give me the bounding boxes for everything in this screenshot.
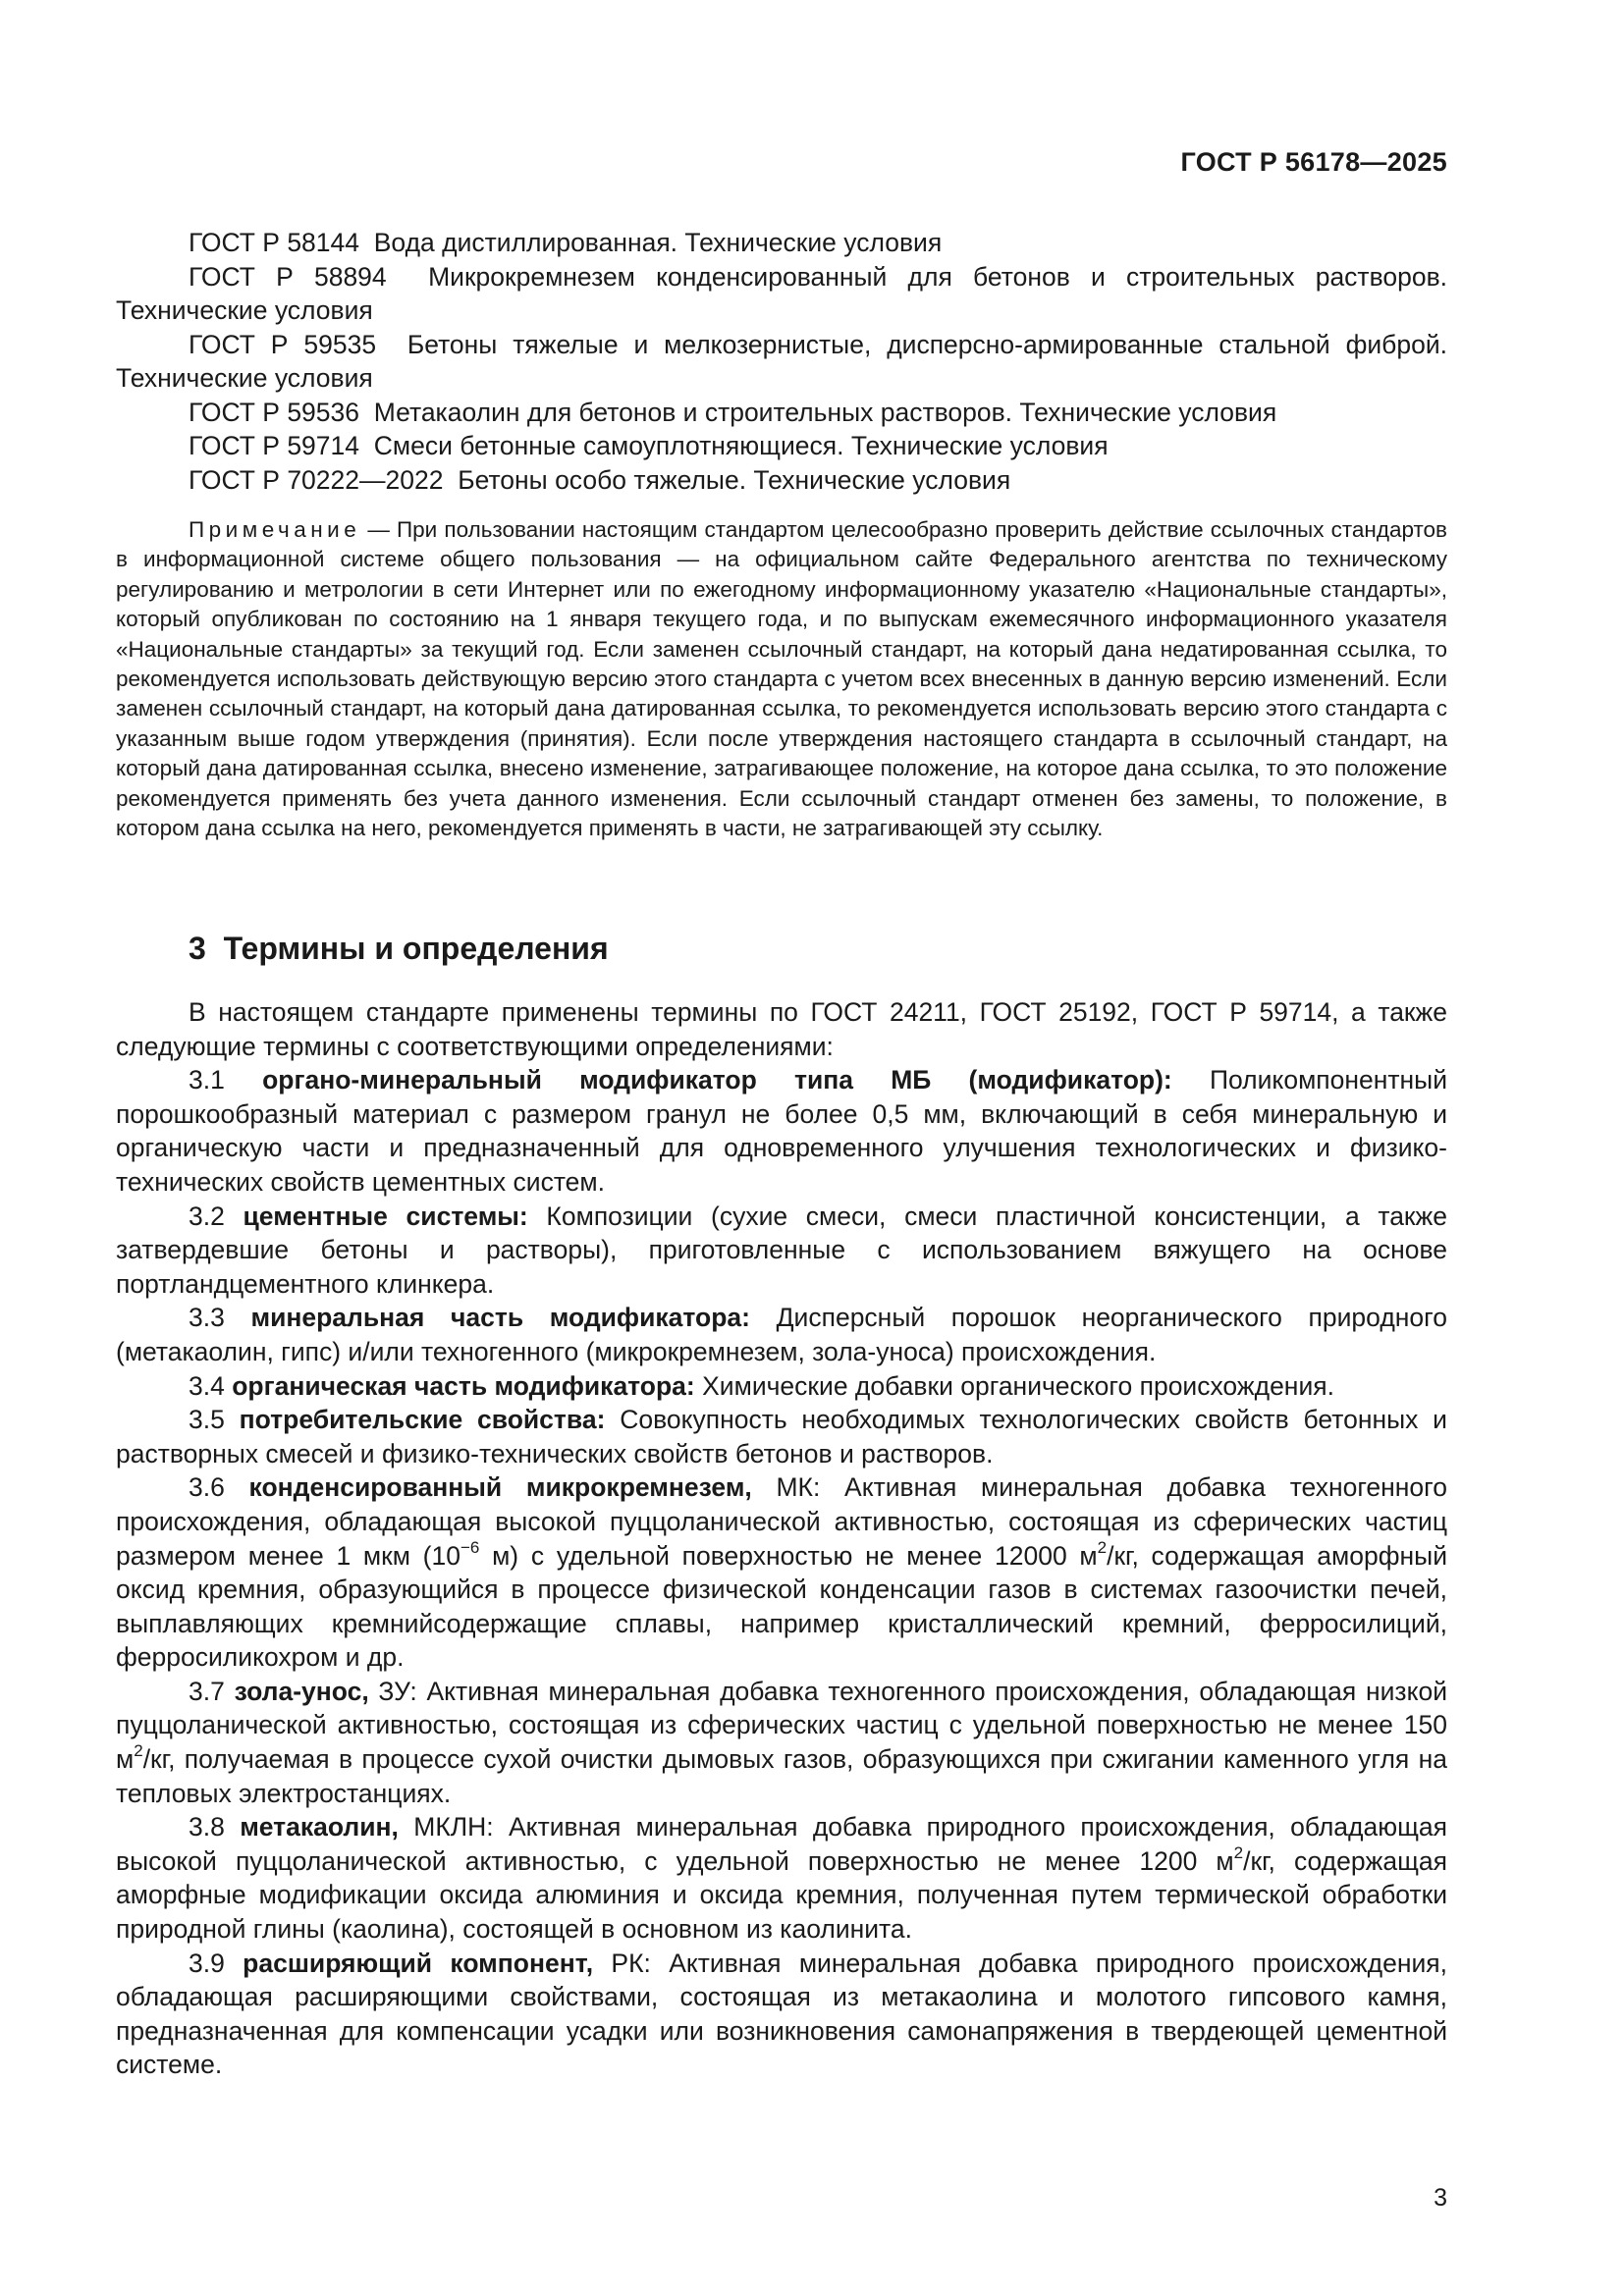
term-name: конденсированный микрокремнезем, [248, 1472, 752, 1503]
section-title: Термины и определения [223, 931, 609, 966]
term-number: 3.3 [189, 1303, 225, 1333]
term-number: 3.9 [189, 1948, 225, 1978]
term-entry [116, 1470, 1447, 1675]
reference-title: Вода дистиллированная. Технические условия [373, 228, 943, 257]
term-definition: Активная минеральная добавка техногенного происхождения, обладающая высокой пуццоланической активностью, состоящая из сферических частиц размером менее 1 мкм ($10^{-6}$ м) с удельной поверхностью не менее 12000 $м^2/кг$, содержащая аморфный оксид кремния, образующийся в процессе физической конденсации газов в системах газоочистки печей, выплавляющих кремнийсодержащие сплавы, например кристаллический кремний, ферросилиций, ферросиликохром и др. [116, 1472, 1447, 1673]
term-entry [116, 1200, 1447, 1302]
terms-list [116, 995, 1447, 2082]
page-number: 3 [1434, 2184, 1447, 2212]
reference-code: ГОСТ Р 59536 [189, 397, 360, 427]
note-text: При пользовании настоящим стандартом целесообразно проверить действие ссылочных стандартов в информационной системе общего пользования — на официальном сайте Федерального агентства по техническому регулированию и метрологии в сети Интернет или по ежегодному информационному указателю «Национальные стандарты», который опубликован по состоянию на 1 января текущего года, и по выпускам ежемесячного информационного указателя «Национальные стандарты» за текущий год. Если заменен ссылочный стандарт, на который дана недатированная ссылка, то рекомендуется использовать действующую версию этого стандарта с учетом всех внесенных в данную версию изменений. Если заменен ссылочный стандарт, на который дана датированная ссылка, то рекомендуется использовать версию этого стандарта с указанным выше годом утверждения (принятия). Если после утверждения настоящего стандарта в ссылочный стандарт, на который дана датированная ссылка, внесено изменение, затрагивающее положение, на которое дана ссылка, то это положение рекомендуется применять без учета данного изменения. Если ссылочный стандарт отменен без замены, то положение, в котором дана ссылка на него, рекомендуется применять в части, не затрагивающей эту ссылку. [116, 517, 1447, 841]
term-definition: Активная минеральная добавка природного происхождения, обладающая расширяющими свойствами, состоящая из метакаолина и молотого гипсового камня, предназначенная для компенсации усадки или возникновения самонапряжения в твердеющей цементной системе. [116, 1948, 1447, 2080]
note-label: Примечание [189, 517, 361, 542]
term-entry [116, 1947, 1447, 2082]
reference-item [116, 260, 1447, 328]
reference-title: Бетоны особо тяжелые. Технические условия [458, 464, 1011, 495]
term-entry [116, 1369, 1447, 1404]
term-name: минеральная часть модификатора: [250, 1303, 750, 1333]
reference-title: Метакаолин для бетонов и строительных растворов. Технические условия [373, 397, 1277, 427]
term-abbreviation: РК: [593, 1948, 651, 1978]
reference-code: ГОСТ Р 58144 [189, 228, 360, 257]
term-definition: Дисперсный порошок неорганического природного (метакаолин, гипс) и/или техногенного (микрокремнезем, зола-уноса) происхождения. [116, 1303, 1447, 1366]
term-definition: Активная минеральная добавка природного происхождения, обладающая высокой пуццоланической активностью, с удельной поверхностью не менее 1200 $м^2/кг$, содержащая аморфные модификации оксида алюминия и оксида кремния, полученная путем термической обработки природной глины (каолина), состоящей в основном из каолинита. [116, 1812, 1447, 1945]
reference-code: ГОСТ Р 58894 [189, 261, 387, 292]
term-number: 3.5 [189, 1405, 225, 1435]
reference-code: ГОСТ Р 59714 [189, 431, 360, 460]
term-name: органо-минеральный модификатор типа МБ (модификатор): [262, 1065, 1172, 1095]
term-definition: Поликомпонентный порошкообразный материал с размером гранул не более 0,5 мм, включающий в себя минеральную и органическую части и предназначенный для одновременного улучшения технологических и физико-технических свойств цементных систем. [116, 1065, 1448, 1197]
note-dash: — [360, 517, 397, 542]
note-block [116, 515, 1447, 843]
term-number: 3.2 [189, 1201, 225, 1231]
term-name: цементные системы: [243, 1201, 528, 1231]
reference-item [116, 396, 1447, 430]
reference-code: ГОСТ Р 70222—2022 [189, 464, 444, 495]
reference-item [116, 328, 1447, 396]
section-number: 3 [189, 931, 206, 966]
term-entry [116, 1675, 1447, 1810]
term-number: 3.6 [189, 1472, 225, 1503]
reference-title: Бетоны тяжелые и мелкозернистые, дисперсно-армированные стальной фиброй. Технические условия [116, 329, 1447, 393]
term-name: зола-унос, [234, 1676, 369, 1706]
term-abbreviation: ЗУ: [368, 1676, 417, 1706]
term-name: потребительские свойства: [239, 1405, 606, 1435]
term-abbreviation: МКЛН: [398, 1812, 494, 1842]
term-number: 3.4 [189, 1370, 225, 1401]
normative-references [116, 226, 1447, 497]
term-definition: Совокупность необходимых технологических свойств бетонных и растворных смесей и физико-технических свойств бетонов и растворов. [116, 1405, 1447, 1468]
term-definition: Активная минеральная добавка техногенного происхождения, обладающая низкой пуццоланической активностью, состоящая из сферических частиц с удельной поверхностью не менее 150 $м^2/кг$, получаемая в процессе сухой очистки дымовых газов, образующихся при сжигании каменного угля на тепловых электростанциях. [116, 1676, 1448, 1808]
term-definition: Композиции (сухие смеси, смеси пластичной консистенции, а также затвердевшие бетоны и растворы), приготовленные с использованием вяжущего на основе портландцементного клинкера. [116, 1201, 1447, 1299]
reference-item [116, 226, 1447, 260]
reference-item [116, 463, 1447, 498]
term-number: 3.8 [189, 1812, 225, 1842]
reference-title: Микрокремнезем конденсированный для бетонов и строительных растворов. Технические условия [116, 261, 1448, 325]
section-intro: В настоящем стандарте применены термины по ГОСТ 24211, ГОСТ 25192, ГОСТ Р 59714, а также следующие термины с соответствующими определениями: [116, 997, 1447, 1061]
term-number: 3.1 [189, 1065, 225, 1095]
term-entry [116, 1301, 1447, 1368]
term-definition: Химические добавки органического происхождения. [702, 1370, 1334, 1401]
document-code: ГОСТ Р 56178—2025 [1180, 147, 1447, 177]
note-paragraph [116, 515, 1447, 843]
section-heading [189, 931, 609, 967]
term-name: органическая часть модификатора: [232, 1370, 695, 1401]
term-entry [116, 1063, 1447, 1199]
term-entry [116, 1810, 1447, 1946]
reference-title: Смеси бетонные самоуплотняющиеся. Технические условия [373, 431, 1109, 460]
term-entry [116, 1403, 1447, 1470]
term-name: метакаолин, [240, 1812, 399, 1842]
reference-item [116, 429, 1447, 463]
reference-code: ГОСТ Р 59535 [189, 329, 377, 359]
term-number: 3.7 [189, 1676, 225, 1706]
term-name: расширяющий компонент, [243, 1948, 594, 1978]
term-abbreviation: МК: [751, 1472, 821, 1503]
